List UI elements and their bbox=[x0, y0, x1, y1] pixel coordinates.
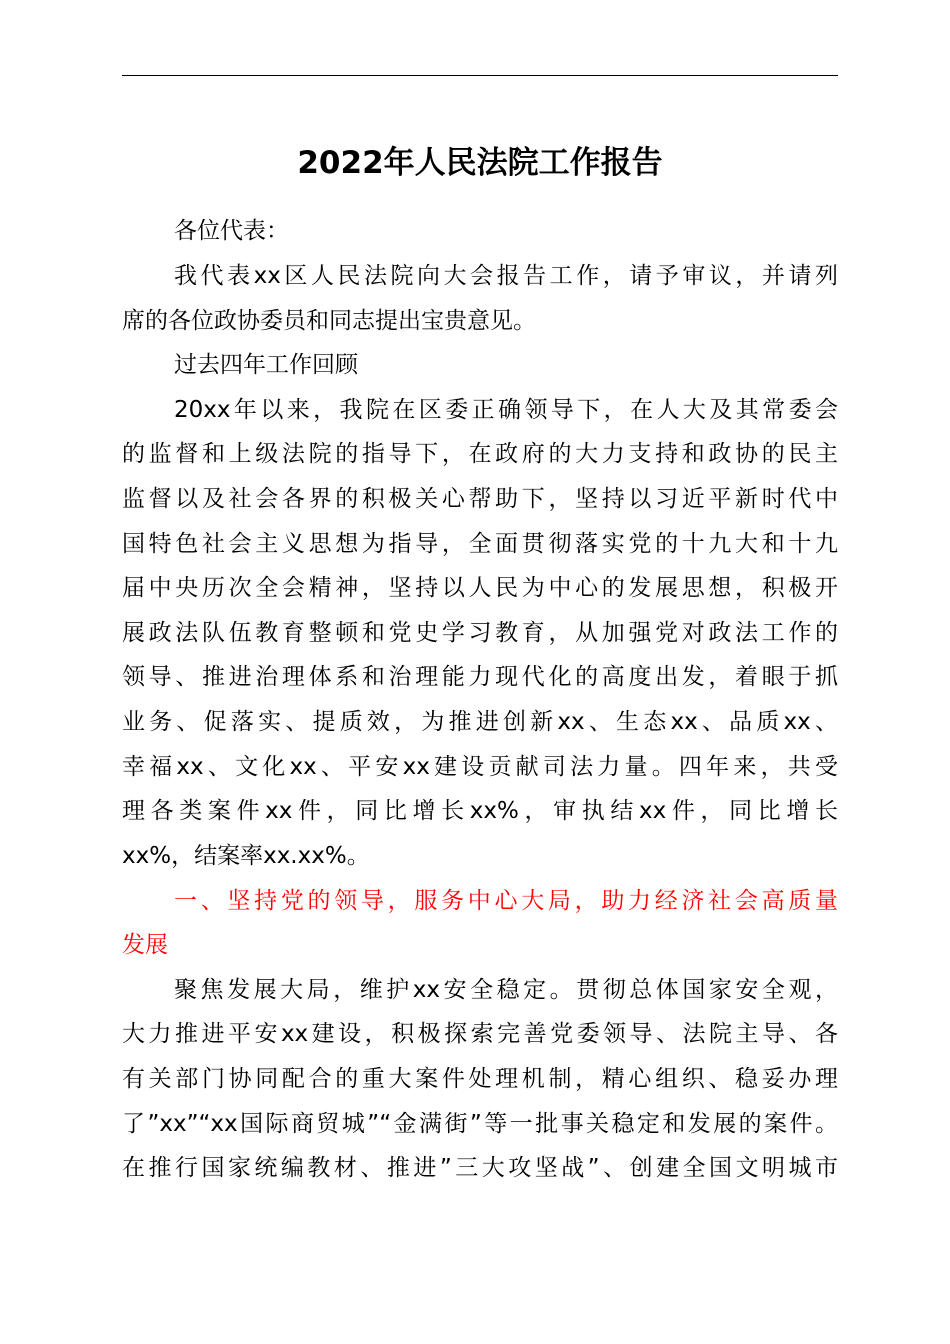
paragraph-line: 幸福xx、文化xx、平安xx建设贡献司法力量。四年来，共受 bbox=[122, 754, 838, 780]
paragraph-line: 展政法队伍教育整顿和党史学习教育，从加强党对政法工作的 bbox=[122, 620, 838, 646]
paragraph-line: 国特色社会主义思想为指导，全面贯彻落实党的十九大和十九 bbox=[122, 531, 838, 557]
paragraph-line: 的监督和上级法院的指导下，在政府的大力支持和政协的民主 bbox=[122, 441, 838, 467]
paragraph-line: xx%，结案率xx.xx%。 bbox=[122, 843, 370, 869]
paragraph-line: 聚焦发展大局，维护xx安全稳定。贯彻总体国家安全观， bbox=[174, 977, 838, 1003]
paragraph-line: 了”xx”“xx国际商贸城”“金满街”等一批事关稳定和发展的案件。 bbox=[122, 1111, 838, 1137]
paragraph-line: 有关部门协同配合的重大案件处理机制，精心组织、稳妥办理 bbox=[122, 1066, 838, 1092]
document-title: 2022年人民法院工作报告 bbox=[297, 145, 663, 181]
paragraph-line: 大力推进平安xx建设，积极探索完善党委领导、法院主导、各 bbox=[122, 1021, 838, 1047]
paragraph-line: 业务、促落实、提质效，为推进创新xx、生态xx、品质xx、 bbox=[122, 709, 838, 735]
red-section-heading: 发展 bbox=[122, 932, 168, 958]
paragraph-line: 领导、推进治理体系和治理能力现代化的高度出发，着眼于抓 bbox=[122, 664, 838, 690]
paragraph-line: 20xx年以来，我院在区委正确领导下，在人大及其常委会 bbox=[174, 397, 838, 423]
red-section-heading: 一、坚持党的领导，服务中心大局，助力经济社会高质量 bbox=[174, 888, 838, 914]
paragraph-line: 在推行国家统编教材、推进”三大攻坚战”、创建全国文明城市 bbox=[122, 1155, 838, 1181]
header-rule bbox=[122, 75, 838, 76]
salutation: 各位代表： bbox=[174, 218, 289, 244]
paragraph-line: 席的各位政协委员和同志提出宝贵意见。 bbox=[122, 308, 536, 334]
paragraph-line: 监督以及社会各界的积极关心帮助下，坚持以习近平新时代中 bbox=[122, 486, 838, 512]
section-heading: 过去四年工作回顾 bbox=[174, 352, 358, 378]
paragraph-line: 理各类案件xx件，同比增长xx%，审执结xx件，同比增长 bbox=[122, 798, 838, 824]
paragraph-line: 届中央历次全会精神，坚持以人民为中心的发展思想，积极开 bbox=[122, 575, 838, 601]
paragraph-line: 我代表xx区人民法院向大会报告工作，请予审议，并请列 bbox=[174, 263, 838, 289]
